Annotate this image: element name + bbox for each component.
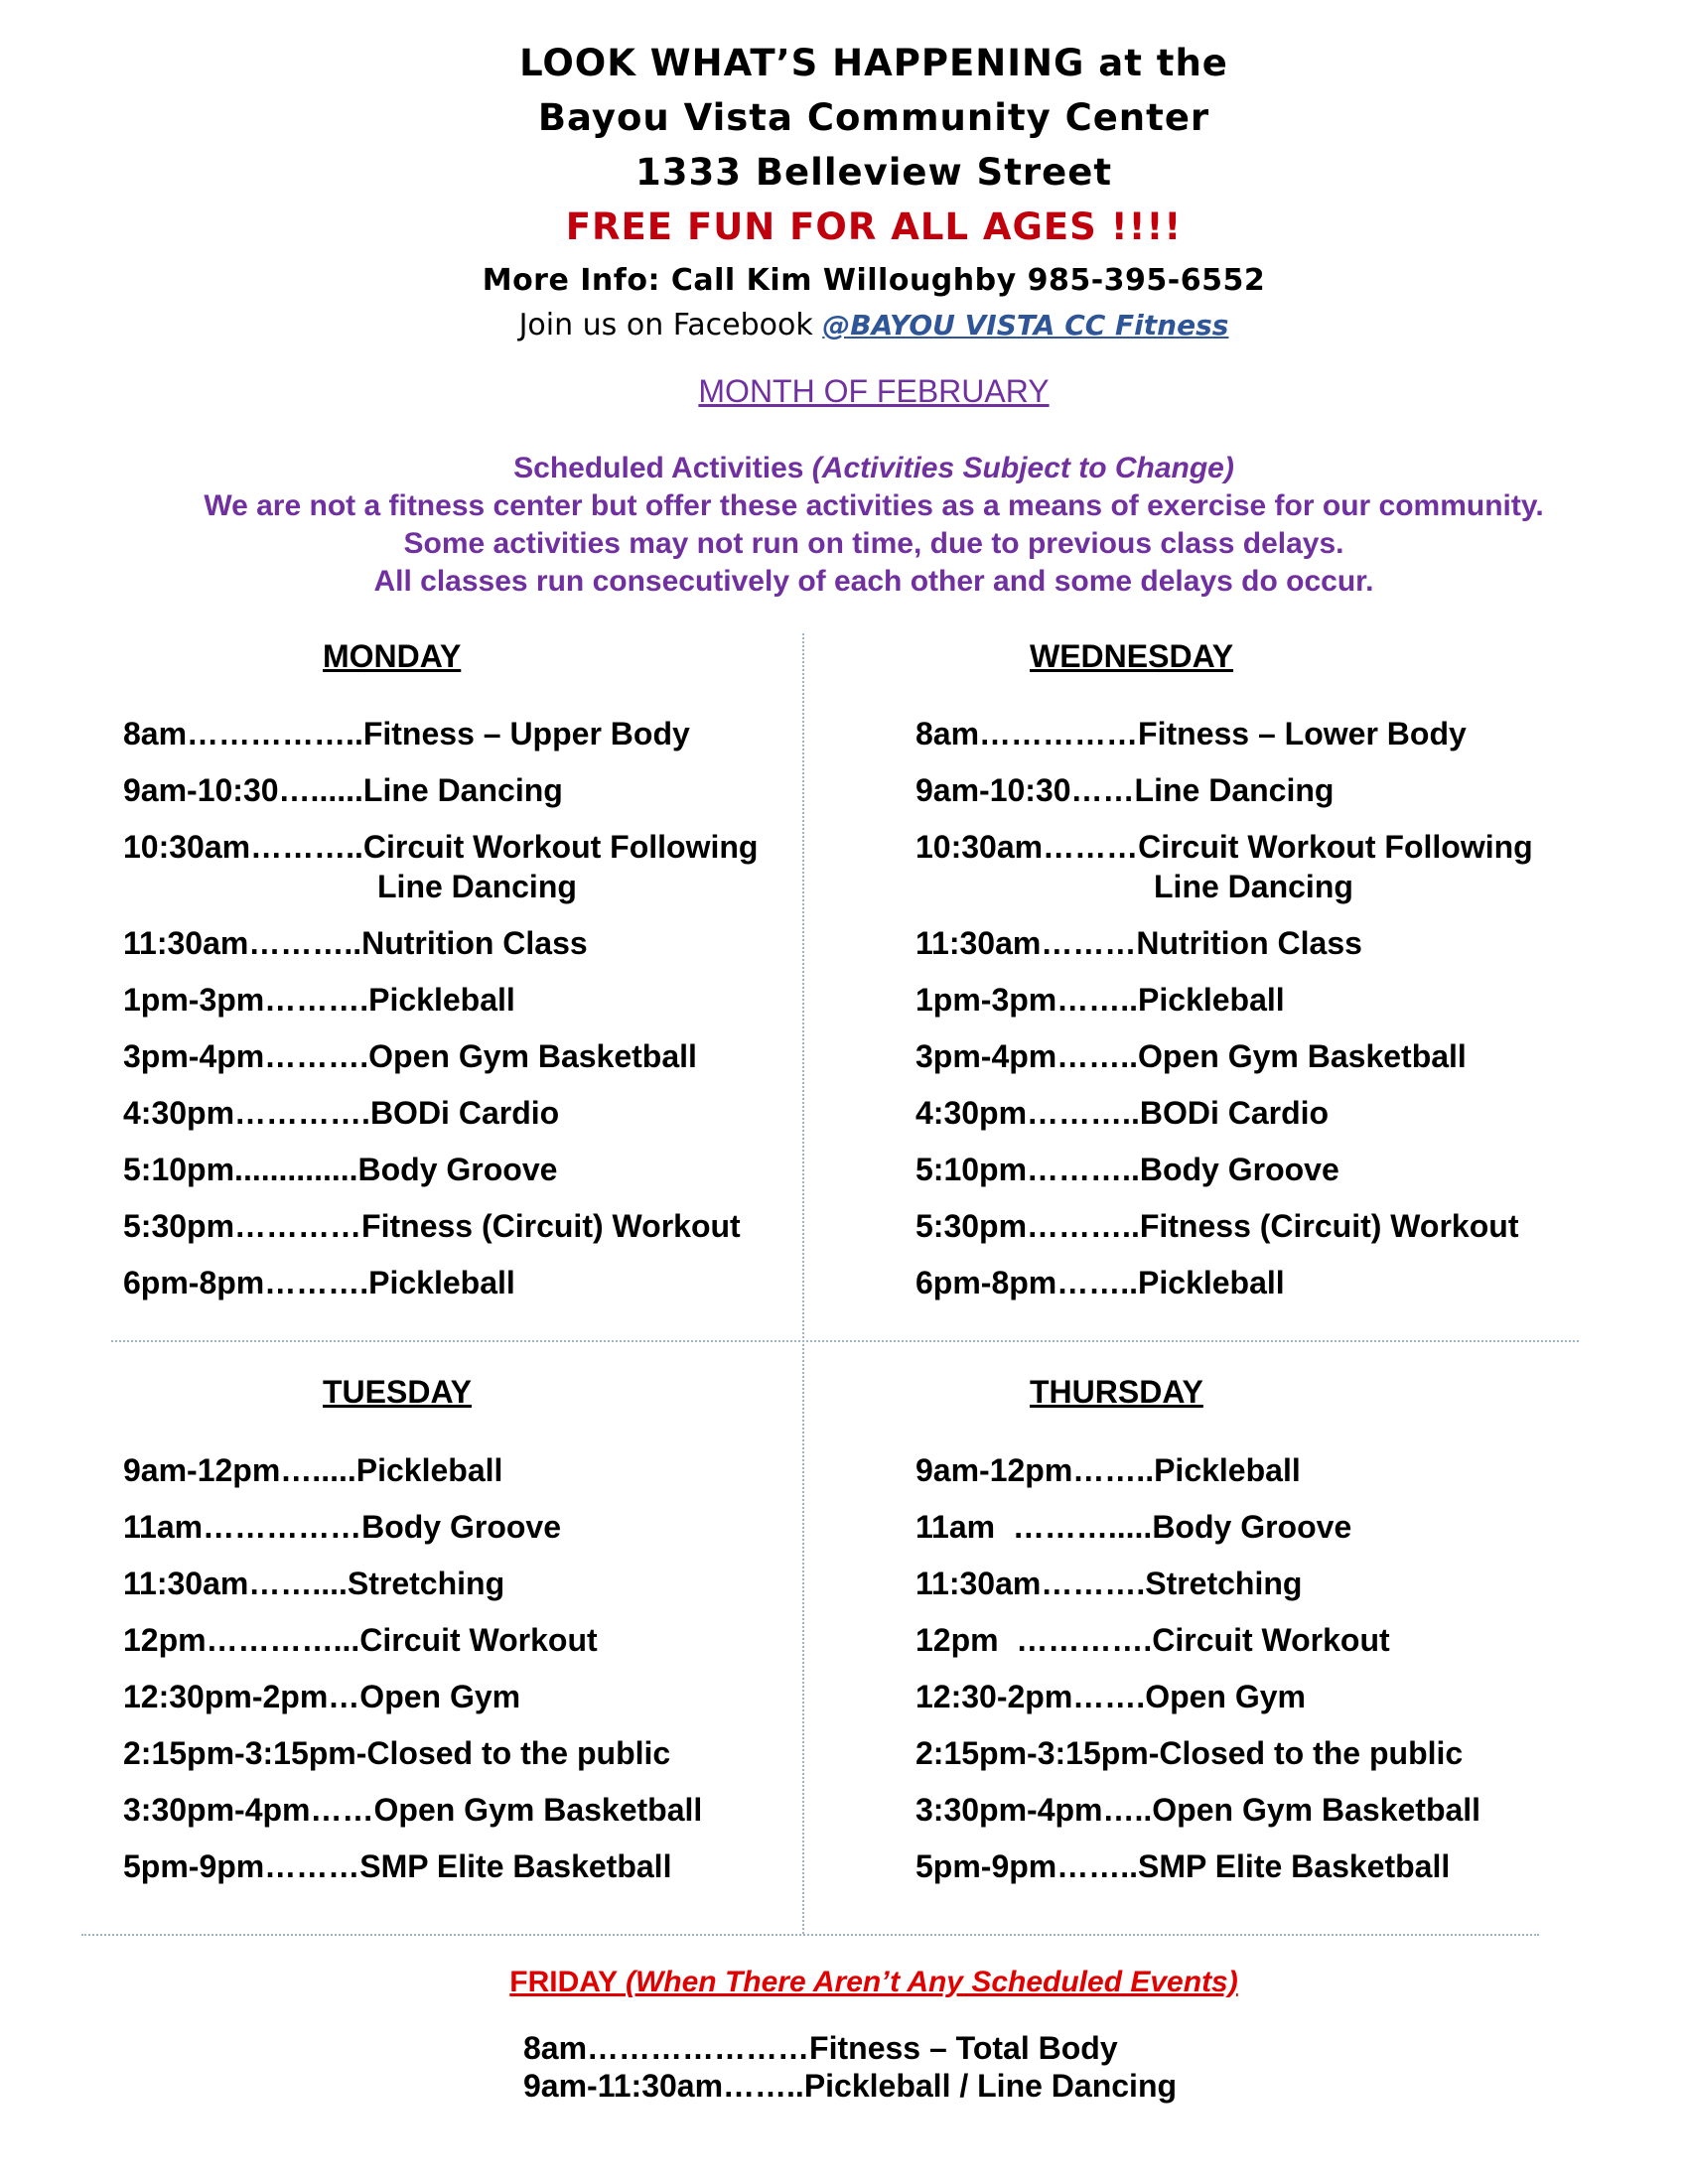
schedule-row-continued (915, 867, 1533, 906)
row-time: 12:30pm-2pm… (123, 1679, 360, 1714)
schedule-row (123, 1093, 758, 1133)
friday-title-note: (When There Aren’t Any Scheduled Events) (625, 1966, 1238, 1998)
notice-line-4: All classes run consecutively of each other and some delays do occur. (373, 565, 1374, 598)
schedule-row (915, 1790, 1480, 1830)
row-time: 9am-10:30…...... (123, 772, 363, 808)
row-activity: Pickleball (1138, 1265, 1285, 1300)
header-free-fun: FREE FUN FOR ALL AGES !!!! (565, 205, 1183, 248)
schedule-row (123, 1846, 702, 1886)
row-activity: Fitness – Total Body (809, 2030, 1118, 2066)
row-time: 9am-11:30am…….. (523, 2068, 804, 2104)
thursday-schedule (915, 1450, 1480, 1886)
row-activity: Body Groove (1152, 1509, 1352, 1545)
wednesday-title: WEDNESDAY (1030, 638, 1234, 674)
row-time: 2:15pm-3:15pm- (123, 1735, 367, 1771)
schedule-row (915, 1564, 1480, 1603)
row-activity-continued: Line Dancing (377, 869, 577, 904)
row-activity: Circuit Workout (1152, 1622, 1390, 1658)
schedule-row (915, 1150, 1533, 1189)
row-activity: Open Gym Basketball (373, 1792, 703, 1828)
row-time: 6pm-8pm………. (123, 1265, 369, 1300)
schedule-row (123, 1150, 758, 1189)
schedule-row (123, 1620, 702, 1660)
schedule-row (915, 1846, 1480, 1886)
row-activity: BODi Cardio (1139, 1095, 1330, 1131)
header-address: 1333 Belleview Street (634, 151, 1113, 194)
row-activity: Body Groove (1139, 1152, 1339, 1187)
row-time: 4:30pm…………. (123, 1095, 370, 1131)
row-activity: Open Gym Basketball (368, 1038, 697, 1074)
row-activity: Nutrition Class (1136, 925, 1362, 961)
friday-title-day: FRIDAY (509, 1966, 626, 1998)
row-activity: Circuit Workout (359, 1622, 598, 1658)
horizontal-divider-bottom (81, 1934, 1539, 1936)
schedule-row (123, 770, 758, 810)
schedule-row (123, 923, 758, 963)
row-activity: Fitness (Circuit) Workout (1139, 1208, 1519, 1244)
row-activity: Fitness – Upper Body (362, 716, 690, 751)
row-activity: Circuit Workout Following (362, 829, 759, 865)
row-activity: Fitness (Circuit) Workout (361, 1208, 741, 1244)
schedule-row (123, 1564, 702, 1603)
row-activity: Closed to the public (366, 1735, 671, 1771)
monday-schedule (123, 714, 758, 1302)
schedule-row (523, 2067, 1177, 2105)
row-activity: Body Groove (357, 1152, 558, 1187)
schedule-row (123, 1507, 702, 1547)
schedule-row-continued (123, 867, 758, 906)
facebook-link[interactable]: @BAYOU VISTA CC Fitness (822, 309, 1229, 341)
row-activity: Pickleball (368, 982, 515, 1018)
row-time: 5:30pm………… (123, 1208, 362, 1244)
horizontal-divider-middle (111, 1340, 1579, 1342)
row-time: 8am…………… (915, 716, 1139, 751)
row-time: 9am-12pm…..... (123, 1452, 356, 1488)
schedule-row (915, 714, 1533, 753)
row-time: 10:30am……….. (123, 829, 363, 865)
schedule-row (915, 1263, 1533, 1302)
schedule-row (123, 1790, 702, 1830)
row-activity: SMP Elite Basketball (1138, 1848, 1451, 1884)
row-activity-continued: Line Dancing (1154, 869, 1353, 904)
row-time: 9am-12pm…….. (915, 1452, 1155, 1488)
row-time: 11:30am…….... (123, 1566, 348, 1601)
row-activity: Line Dancing (1134, 772, 1335, 808)
row-time: 10:30am……… (915, 829, 1139, 865)
schedule-row (915, 923, 1533, 963)
schedule-row (123, 714, 758, 753)
row-time: 3:30pm-4pm…… (123, 1792, 374, 1828)
row-time: 8am…………….. (123, 716, 363, 751)
header-line-1: LOOK WHAT’S HAPPENING at the (519, 42, 1228, 84)
facebook-prefix: Join us on Facebook (518, 308, 823, 342)
friday-schedule (523, 2029, 1177, 2105)
row-time: 11:30am………. (915, 1566, 1146, 1601)
row-activity: Pickleball (368, 1265, 515, 1300)
tuesday-schedule (123, 1450, 702, 1886)
row-time: 2:15pm-3:15pm- (915, 1735, 1160, 1771)
row-activity: Closed to the public (1159, 1735, 1464, 1771)
schedule-row (123, 980, 758, 1020)
header-center-name: Bayou Vista Community Center (537, 96, 1210, 139)
vertical-divider (802, 633, 804, 1934)
schedule-row (915, 1450, 1480, 1490)
schedule-row (915, 1620, 1480, 1660)
schedule-row (915, 1677, 1480, 1716)
row-activity: Pickleball (1154, 1452, 1301, 1488)
notice-scheduled: Scheduled Activities (513, 452, 812, 484)
row-time: 8am………………… (523, 2030, 810, 2066)
row-activity: SMP Elite Basketball (359, 1848, 672, 1884)
row-time: 1pm-3pm…….. (915, 982, 1139, 1018)
schedule-row (123, 827, 758, 867)
row-activity: Pickleball (1138, 982, 1285, 1018)
row-activity: Open Gym Basketball (1138, 1038, 1467, 1074)
row-time: 4:30pm……….. (915, 1095, 1140, 1131)
tuesday-title: TUESDAY (323, 1374, 472, 1410)
row-activity: Stretching (1145, 1566, 1303, 1601)
row-activity: Body Groove (361, 1509, 561, 1545)
row-time: 3pm-4pm………. (123, 1038, 369, 1074)
schedule-row (123, 1206, 758, 1246)
row-activity: Circuit Workout Following (1138, 829, 1533, 865)
row-activity: Open Gym Basketball (1152, 1792, 1481, 1828)
row-time: 12:30-2pm……. (915, 1679, 1146, 1714)
header-facebook (0, 308, 1688, 342)
row-time: 11:30am……… (915, 925, 1137, 961)
schedule-row (915, 980, 1533, 1020)
row-activity: Stretching (347, 1566, 505, 1601)
notice-line-1 (0, 452, 1688, 485)
row-activity: Pickleball (355, 1452, 503, 1488)
notice-line-2: We are not a fitness center but offer these activities as a means of exercise for our community. (204, 489, 1544, 522)
row-time: 12pm …………. (915, 1622, 1153, 1658)
header-contact-info: More Info: Call Kim Willoughby 985-395-6552 (482, 263, 1266, 298)
schedule-row (123, 1450, 702, 1490)
schedule-row (123, 1677, 702, 1716)
row-time: 5:10pm.............. (123, 1152, 358, 1187)
row-activity: Fitness – Lower Body (1138, 716, 1467, 751)
row-time: 3:30pm-4pm….. (915, 1792, 1153, 1828)
schedule-row (915, 1206, 1533, 1246)
notice-line-3: Some activities may not run on time, due to previous class delays. (403, 527, 1344, 560)
row-time: 11am ………..... (915, 1509, 1153, 1545)
row-time: 5pm-9pm…….. (915, 1848, 1139, 1884)
row-activity: Nutrition Class (361, 925, 588, 961)
schedule-row (123, 1263, 758, 1302)
row-time: 5pm-9pm……… (123, 1848, 360, 1884)
friday-title (0, 1966, 1688, 1999)
row-activity: Open Gym (1145, 1679, 1306, 1714)
month-title: MONTH OF FEBRUARY (698, 373, 1050, 409)
schedule-row (523, 2029, 1177, 2067)
row-activity: Line Dancing (362, 772, 563, 808)
row-time: 6pm-8pm…….. (915, 1265, 1139, 1300)
wednesday-schedule (915, 714, 1533, 1302)
row-time: 5:10pm……….. (915, 1152, 1140, 1187)
row-activity: Open Gym (359, 1679, 521, 1714)
monday-title: MONDAY (323, 638, 462, 674)
schedule-row (915, 770, 1533, 810)
row-time: 9am-10:30…… (915, 772, 1135, 808)
schedule-row (915, 1036, 1533, 1076)
schedule-row (915, 827, 1533, 867)
row-time: 3pm-4pm…….. (915, 1038, 1139, 1074)
row-activity: BODi Cardio (369, 1095, 560, 1131)
schedule-row (123, 1733, 702, 1773)
schedule-row (915, 1093, 1533, 1133)
schedule-row (915, 1507, 1480, 1547)
thursday-title: THURSDAY (1030, 1374, 1203, 1410)
row-time: 1pm-3pm………. (123, 982, 369, 1018)
notice-subject-to-change: (Activities Subject to Change) (811, 452, 1234, 484)
row-time: 5:30pm……….. (915, 1208, 1140, 1244)
schedule-row (915, 1733, 1480, 1773)
row-activity: Pickleball / Line Dancing (803, 2068, 1178, 2104)
row-time: 12pm…………... (123, 1622, 360, 1658)
row-time: 11:30am……….. (123, 925, 362, 961)
schedule-row (123, 1036, 758, 1076)
row-time: 11am…………… (123, 1509, 362, 1545)
